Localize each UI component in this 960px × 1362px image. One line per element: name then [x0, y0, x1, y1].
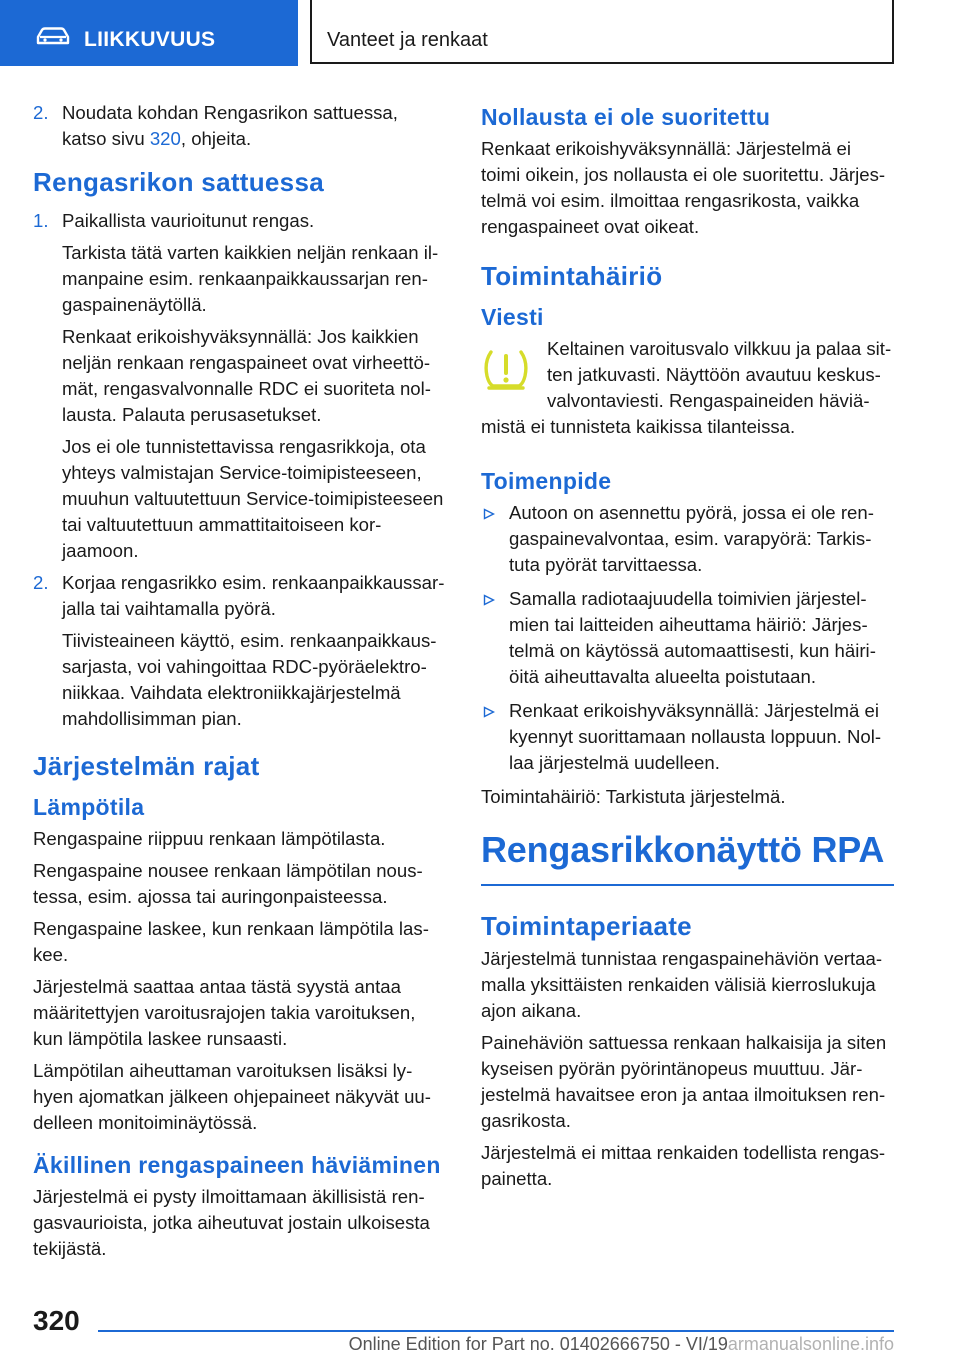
action-item — [481, 698, 894, 776]
fault-heading: Toimintahäiriö — [481, 261, 663, 291]
chapter-label: LIIKKUVUUS — [84, 28, 216, 51]
rpa-heading: Rengasrikkonäyttö RPA — [481, 828, 894, 886]
tire-pressure-warning-icon — [481, 344, 531, 394]
bullet-triangle-icon — [483, 594, 495, 606]
step-paragraph: Tiivisteaineen käyttö, esim. renkaanpaikkaussarjasta, voi vahingoittaa RDC-pyöräelektroniikkaa. Vaihdata elektroniikkajärjestelmä mahdollisimman pian. — [62, 630, 437, 729]
temp-paragraph: Rengaspaine nousee renkaan lämpötilan noustessa, esim. ajossa tai auringonpaisteessa. — [33, 860, 423, 907]
sudden-loss-paragraph: Järjestelmä ei pysty ilmoittamaan äkillisistä rengasvaurioista, jotka aiheutuvat jostain ulkoisesta tekijästä. — [33, 1186, 430, 1259]
action-heading: Toimenpide — [481, 468, 612, 494]
puncture-step-2 — [33, 570, 446, 732]
message-paragraph: Keltainen varoitusvalo vilkkuu ja palaa sitten jatkuvasti. Näyttöön avautuu keskusvalvontaviesti. Rengaspaineiden häviämistä ei tunnisteta kaikissa tilanteissa. — [481, 338, 892, 437]
step-paragraph: Korjaa rengasrikko esim. renkaanpaikkaussarjalla tai vaihtamalla pyörä. — [62, 572, 445, 619]
sudden-loss-heading: Äkillinen rengaspaineen häviäminen — [33, 1152, 441, 1178]
section-title: Vanteet ja renkaat — [327, 29, 488, 51]
temp-paragraph: Rengaspaine riippuu renkaan lämpötilasta. — [33, 828, 386, 849]
step-paragraph: Paikallista vaurioitunut rengas. — [62, 210, 315, 231]
action-item — [481, 586, 894, 690]
edition-text: Online Edition for Part no. 01402666750 - VI/19 — [348, 1334, 728, 1354]
reset-paragraph: Renkaat erikoishyväksynnällä: Järjestelmä ei toimi oikein, jos nollausta ei ole suoritettu. Järjestelmä voi esim. ilmoittaa rengasrikosta, vaikka rengaspaineet ovat oikeat. — [481, 138, 886, 237]
chapter-tab[interactable] — [0, 0, 298, 66]
page-link[interactable]: 320 — [149, 128, 181, 149]
message-block — [481, 336, 894, 440]
footer-edition — [300, 1334, 894, 1355]
action-item — [481, 500, 894, 578]
limits-heading: Järjestelmän rajat — [33, 751, 260, 781]
action-text: Autoon on asennettu pyörä, jossa ei ole rengaspainevalvontaa, esim. varapyörä: Tarkistuta pyörät tarvittaessa. — [509, 502, 874, 575]
reset-heading: Nollausta ei ole suoritettu — [481, 104, 771, 130]
right-column — [481, 100, 894, 1198]
action-text: Renkaat erikoishyväksynnällä: Järjestelmä ei kyennyt suorittamaan nollausta loppuun. Nollaa järjestelmä uudelleen. — [509, 700, 882, 773]
temperature-heading: Lämpötila — [33, 794, 145, 820]
temp-paragraph: Lämpötilan aiheuttaman varoituksen lisäksi lyhyen ajomatkan jälkeen ohjepaineet näkyvät uudelleen monitoiminäytössä. — [33, 1060, 431, 1133]
footer-rule — [98, 1330, 894, 1332]
page-number: 320 — [33, 1305, 80, 1336]
principle-heading: Toimintaperiaate — [481, 911, 692, 941]
bullet-triangle-icon — [483, 706, 495, 718]
temp-paragraph: Järjestelmä saattaa antaa tästä syystä antaa määritettyjen varoitusrajojen takia varoituksen, kun lämpötila laskee runsaasti. — [33, 976, 416, 1049]
step-paragraph: Jos ei ole tunnistettavissa rengasrikkoja, ota yhteys valmistajan Service-toimipisteeseen, muuhun valtuutettuun Service-toimipisteeseen tai valtuutettuun ammattitaitoiseen korjaamoon. — [62, 436, 444, 561]
step-text-before: Noudata kohdan Rengasrikon sattuessa, katso sivu — [62, 102, 398, 149]
principle-paragraph: Järjestelmä ei mittaa renkaiden todellista rengaspainetta. — [481, 1142, 886, 1189]
step-paragraph: Tarkista tätä varten kaikkien neljän renkaan ilmanpaine esim. renkaanpaikkaussarjan rengaspainenäytöllä. — [62, 242, 439, 315]
action-text: Samalla radiotaajuudella toimivien järjestelmien tai laitteiden aiheuttama häiriö: Järjestelmä on käytössä automaattisesti, kun häiriöitä aiheuttavalta alueelta poistutaan. — [509, 588, 876, 687]
step-number: 2. — [33, 572, 49, 593]
intro-steps — [33, 100, 446, 152]
principle-paragraph: Painehäviön sattuessa renkaan halkaisija ja siten kyseisen pyörän pyörintänopeus muuttuu. Järjestelmä havaitsee eron ja antaa ilmoituksen rengasrikosta. — [481, 1032, 887, 1131]
temp-paragraph: Rengaspaine laskee, kun renkaan lämpötila laskee. — [33, 918, 429, 965]
left-column — [33, 100, 446, 1268]
section-header — [310, 0, 894, 64]
car-icon — [36, 27, 70, 45]
puncture-heading: Rengasrikon sattuessa — [33, 167, 324, 197]
step-number: 1. — [33, 210, 49, 231]
message-heading: Viesti — [481, 304, 544, 330]
step-text — [62, 100, 446, 152]
fault-summary: Toimintahäiriö: Tarkistuta järjestelmä. — [481, 786, 786, 807]
step-paragraph: Renkaat erikoishyväksynnällä: Jos kaikkien neljän renkaan rengaspaineet ovat virheettömät, rengasvalvonnalle RDC ei suoriteta nollausta. Palauta perusasetukset. — [62, 326, 431, 425]
puncture-step-1 — [33, 208, 446, 564]
watermark-text: armanualsonline.info — [727, 1334, 894, 1354]
intro-step — [33, 100, 446, 152]
step-text-after: , ohjeita. — [180, 128, 252, 149]
action-list — [481, 500, 894, 776]
bullet-triangle-icon — [483, 508, 495, 520]
puncture-steps — [33, 208, 446, 732]
principle-paragraph: Järjestelmä tunnistaa rengaspainehäviön vertaamalla yksittäisten renkaiden välisiä kierroslukuja ajon aikana. — [481, 948, 883, 1021]
step-number: 2. — [33, 102, 49, 123]
